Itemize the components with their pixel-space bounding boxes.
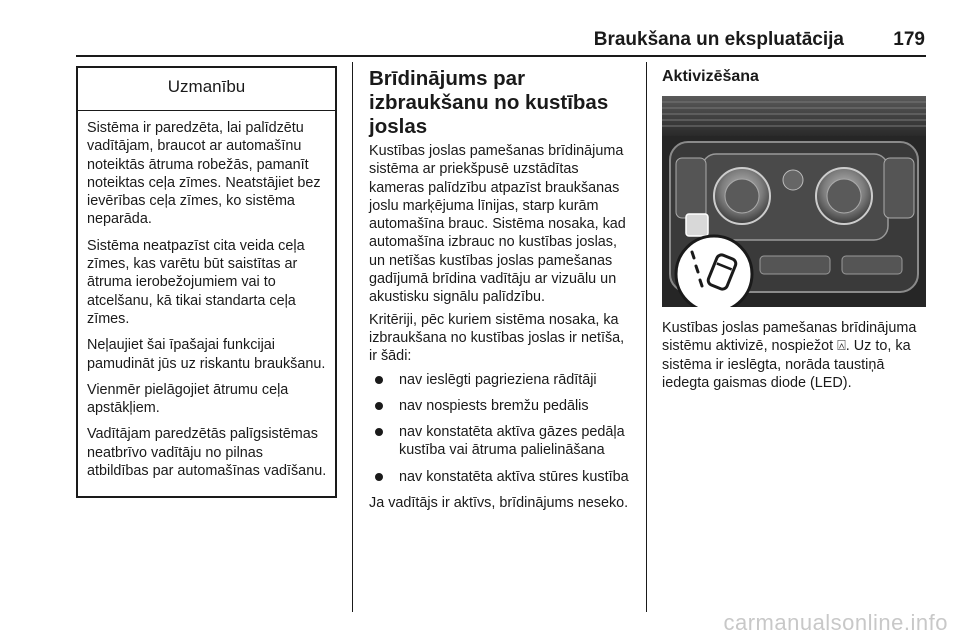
warning-box — [76, 66, 337, 498]
dashboard-illustration — [662, 96, 926, 307]
warning-title: Uzmanību — [78, 68, 335, 111]
column-divider — [646, 62, 647, 612]
criteria-list — [369, 371, 635, 486]
warning-paragraph: Vienmēr pielāgojiet ātrumu ceļa apstākļiem. — [87, 381, 289, 417]
activation-heading: Aktivizēšana — [662, 68, 759, 85]
activation-text: Kustības joslas pamešanas brīdinājuma sistēmu aktivizē, nospiežot ⍓. Uz to, ka sistēma ir ieslēgta, norāda taustiņā iedegta gaismas diode (LED). — [662, 320, 917, 391]
criteria-intro: Kritēriji, pēc kuriem sistēma nosaka, ka izbraukšana no kustības joslas ir netīša, ir šādi: — [369, 311, 625, 365]
bullet-icon — [375, 473, 383, 481]
warning-paragraph: Sistēma neatpazīst cita veida ceļa zīmes, kas varētu būt saistītas ar ātruma ierobežojumiem vai to atcelšanu, kā tikai standarta ceļa zīmes. — [87, 237, 305, 327]
bullet-icon — [375, 376, 383, 384]
column-divider — [352, 62, 353, 612]
activation-column — [662, 67, 928, 86]
main-column — [369, 67, 635, 516]
page-header-title: Braukšana un ekspluatācija — [593, 29, 844, 50]
list-item: nav konstatēta aktīva gāzes pedāļa kustība vai ātruma palielināšana — [369, 423, 635, 460]
section-intro: Kustības joslas pamešanas brīdinājuma sistēma ar priekšpusē uzstādītas kameras palīdzību atpazīst braukšanas joslu marķējuma līnijas, starp kurām automašīna brauc. Sistēma nosaka, kad automašīna izbrauc no kustības joslas, un netīšas kustības joslas pamešanas gadījumā brīdina vadītāju ar vizuālu un akustisku signālu palīdzību. — [369, 143, 626, 306]
section-heading: Brīdinājums par izbraukšanu no kustības joslas — [369, 67, 609, 138]
list-item: nav konstatēta aktīva stūres kustība — [369, 468, 635, 486]
bullet-icon — [375, 402, 383, 410]
list-item: nav ieslēgti pagrieziena rādītāji — [369, 371, 635, 389]
warning-paragraph: Vadītājam paredzētās palīgsistēmas neatbrīvo vadītāju no pilnas atbildības par automašīnas vadīšanu. — [87, 426, 327, 480]
section-outro: Ja vadītājs ir aktīvs, brīdinājums neseko. — [369, 495, 629, 512]
warning-paragraph: Sistēma ir paredzēta, lai palīdzētu vadītājam, braucot ar automašīnu noteiktās ātruma robežās, pamanīt noteiktas ceļa zīmes. Neatstājiet bez ievērības ceļa zīmes, ko sistēma neparāda. — [87, 120, 321, 228]
watermark: carmanualsonline.info — [723, 610, 948, 635]
header-rule — [76, 55, 926, 57]
list-item: nav nospiests bremžu pedālis — [369, 397, 635, 415]
bullet-icon — [375, 428, 383, 436]
warning-paragraph: Neļaujiet šai īpašajai funkcijai pamudināt jūs uz riskantu braukšanu. — [87, 337, 326, 372]
warning-body — [78, 111, 335, 480]
activation-text-block — [662, 319, 928, 392]
page-number: 179 — [893, 29, 925, 50]
